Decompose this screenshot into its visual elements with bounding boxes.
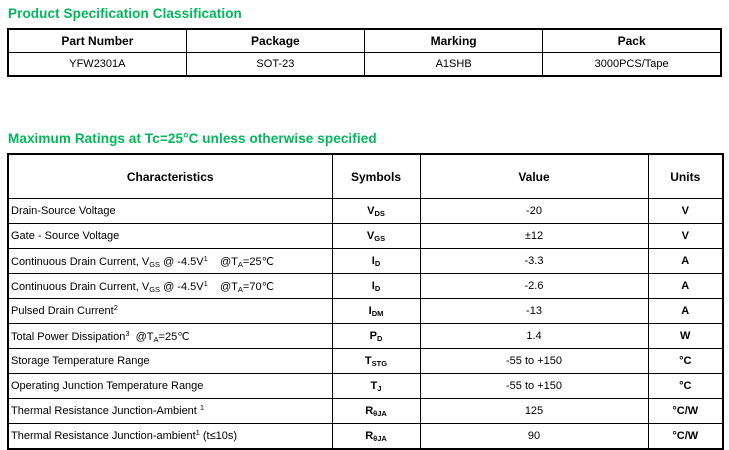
- table-row: [8, 199, 723, 224]
- value-cell: -55 to +150: [420, 349, 648, 374]
- column-header-symbols: Symbols: [332, 154, 420, 199]
- column-header-units: Units: [648, 154, 723, 199]
- value-cell: 90: [420, 424, 648, 450]
- value-cell: 1.4: [420, 324, 648, 349]
- symbol-cell: $I_D$: [332, 249, 420, 274]
- part-number-cell: YFW2301A: [8, 53, 186, 77]
- symbol-cell: $R_{\theta JA}$: [332, 424, 420, 450]
- characteristic-cell: Operating Junction Temperature Range: [8, 374, 332, 399]
- characteristic-cell: Total Power Dissipation$^3$ $@T_A=25℃$: [8, 324, 332, 349]
- symbol-cell: $I_D$: [332, 274, 420, 299]
- product-spec-table: [7, 28, 722, 77]
- section-gap: [7, 77, 722, 131]
- units-cell: W: [648, 324, 723, 349]
- pack-cell: 3000PCS/Tape: [543, 53, 721, 77]
- units-cell: °C/W: [648, 399, 723, 424]
- units-cell: A: [648, 299, 723, 324]
- column-header-pack: Pack: [543, 29, 721, 53]
- table-row: [8, 53, 721, 77]
- units-cell: °C: [648, 374, 723, 399]
- section-title-product-spec: Product Specification Classification: [8, 6, 242, 21]
- symbol-cell: $P_D$: [332, 324, 420, 349]
- table-row: [8, 249, 723, 274]
- symbol-cell: $V_{GS}$: [332, 224, 420, 249]
- symbol-cell: $T_J$: [332, 374, 420, 399]
- characteristic-cell: Continuous Drain Current, $V_{GS}$ @ $-4.5V^1$ $@T_A=70℃$: [8, 274, 332, 299]
- value-cell: -3.3: [420, 249, 648, 274]
- characteristic-cell: Thermal Resistance Junction-Ambient $^1$: [8, 399, 332, 424]
- symbol-cell: $V_{DS}$: [332, 199, 420, 224]
- table-row: [8, 424, 723, 450]
- characteristic-cell: Storage Temperature Range: [8, 349, 332, 374]
- table-header-row: [8, 154, 723, 199]
- column-header-package: Package: [186, 29, 364, 53]
- characteristic-cell: Thermal Resistance Junction-ambient$^1$ (t≤10s): [8, 424, 332, 450]
- max-ratings-table: [7, 153, 724, 450]
- value-cell: ±12: [420, 224, 648, 249]
- table-row: [8, 224, 723, 249]
- units-cell: °C/W: [648, 424, 723, 450]
- table-row: [8, 374, 723, 399]
- table-row: [8, 274, 723, 299]
- column-header-marking: Marking: [365, 29, 543, 53]
- symbol-cell: $T_{STG}$: [332, 349, 420, 374]
- units-cell: A: [648, 274, 723, 299]
- value-cell: -13: [420, 299, 648, 324]
- symbol-cell: $R_{\theta JA}$: [332, 399, 420, 424]
- units-cell: A: [648, 249, 723, 274]
- section-title-max-ratings: Maximum Ratings at Tc=25°C unless otherwise specified: [8, 131, 377, 146]
- table-row: [8, 399, 723, 424]
- table-row: [8, 349, 723, 374]
- units-cell: V: [648, 199, 723, 224]
- characteristic-cell: Continuous Drain Current, $V_{GS}$ @ $-4.5V^1$ $@T_A=25℃$: [8, 249, 332, 274]
- characteristic-cell: Pulsed Drain Current$^2$: [8, 299, 332, 324]
- units-cell: V: [648, 224, 723, 249]
- value-cell: -55 to +150: [420, 374, 648, 399]
- table-row: [8, 299, 723, 324]
- column-header-value: Value: [420, 154, 648, 199]
- value-cell: -20: [420, 199, 648, 224]
- package-cell: SOT-23: [186, 53, 364, 77]
- table-row: [8, 324, 723, 349]
- table-header-row: [8, 29, 721, 53]
- value-cell: 125: [420, 399, 648, 424]
- value-cell: -2.6: [420, 274, 648, 299]
- column-header-characteristics: Characteristics: [8, 154, 332, 199]
- units-cell: °C: [648, 349, 723, 374]
- symbol-cell: $I_{DM}$: [332, 299, 420, 324]
- column-header-part-number: Part Number: [8, 29, 186, 53]
- characteristic-cell: Drain-Source Voltage: [8, 199, 332, 224]
- characteristic-cell: Gate - Source Voltage: [8, 224, 332, 249]
- marking-cell: A1SHB: [365, 53, 543, 77]
